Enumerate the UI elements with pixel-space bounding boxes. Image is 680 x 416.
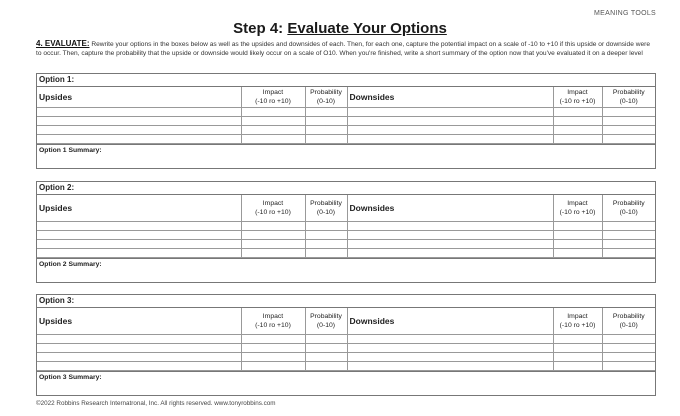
- table-row: [37, 334, 655, 343]
- downside-cell[interactable]: [347, 107, 553, 116]
- impact-cell[interactable]: [241, 343, 305, 352]
- downside-cell[interactable]: [347, 361, 553, 370]
- title-main: Evaluate Your Options: [287, 20, 447, 37]
- impact-cell[interactable]: [241, 116, 305, 125]
- impact-cell[interactable]: [241, 248, 305, 257]
- downside-cell[interactable]: [347, 343, 553, 352]
- upsides-header: Upsides: [37, 87, 241, 107]
- probability-header: Probability (0-10): [305, 195, 347, 221]
- upside-cell[interactable]: [37, 239, 241, 248]
- probability-cell[interactable]: [305, 352, 347, 361]
- impact-cell[interactable]: [553, 125, 602, 134]
- impact-cell[interactable]: [241, 107, 305, 116]
- downside-cell[interactable]: [347, 230, 553, 239]
- impact-cell[interactable]: [553, 134, 602, 143]
- probability-header: Probability (0-10): [602, 308, 655, 334]
- impact-header: Impact (-10 ro +10): [241, 308, 305, 334]
- impact-header: Impact (-10 ro +10): [241, 195, 305, 221]
- probability-cell[interactable]: [305, 116, 347, 125]
- table-row: [37, 116, 655, 125]
- upside-cell[interactable]: [37, 248, 241, 257]
- downside-cell[interactable]: [347, 221, 553, 230]
- probability-cell[interactable]: [602, 343, 655, 352]
- table-row: [37, 134, 655, 143]
- impact-cell[interactable]: [553, 343, 602, 352]
- impact-cell[interactable]: [553, 239, 602, 248]
- impact-cell[interactable]: [553, 107, 602, 116]
- upside-cell[interactable]: [37, 343, 241, 352]
- table-row: [37, 343, 655, 352]
- probability-header: Probability (0-10): [602, 87, 655, 107]
- impact-header: Impact (-10 ro +10): [241, 87, 305, 107]
- upside-cell[interactable]: [37, 116, 241, 125]
- probability-cell[interactable]: [305, 230, 347, 239]
- option-summary[interactable]: [37, 371, 655, 395]
- downside-cell[interactable]: [347, 352, 553, 361]
- evaluation-table: [37, 87, 655, 144]
- table-row: [37, 361, 655, 370]
- impact-cell[interactable]: [241, 334, 305, 343]
- upside-cell[interactable]: [37, 107, 241, 116]
- instructions: [36, 40, 656, 58]
- impact-cell[interactable]: [241, 221, 305, 230]
- downside-cell[interactable]: [347, 125, 553, 134]
- table-row: [37, 221, 655, 230]
- page-title: [0, 20, 680, 37]
- probability-cell[interactable]: [305, 221, 347, 230]
- option-label: Option 2:: [37, 182, 655, 195]
- probability-cell[interactable]: [602, 221, 655, 230]
- probability-header: Probability (0-10): [305, 87, 347, 107]
- probability-cell[interactable]: [602, 334, 655, 343]
- probability-cell[interactable]: [602, 248, 655, 257]
- impact-cell[interactable]: [241, 125, 305, 134]
- option-block-1: [36, 73, 656, 169]
- brand-label: MEANING TOOLS: [594, 10, 656, 17]
- impact-cell[interactable]: [553, 221, 602, 230]
- summary-label: Option 1 Summary:: [39, 146, 102, 154]
- summary-label: Option 2 Summary:: [39, 260, 102, 268]
- impact-cell[interactable]: [553, 334, 602, 343]
- probability-cell[interactable]: [305, 343, 347, 352]
- probability-cell[interactable]: [602, 134, 655, 143]
- impact-header: Impact (-10 ro +10): [553, 195, 602, 221]
- impact-header: Impact (-10 ro +10): [553, 308, 602, 334]
- table-row: [37, 352, 655, 361]
- probability-cell[interactable]: [305, 107, 347, 116]
- summary-label: Option 3 Summary:: [39, 373, 102, 381]
- probability-cell[interactable]: [602, 239, 655, 248]
- impact-cell[interactable]: [553, 116, 602, 125]
- option-label: Option 3:: [37, 295, 655, 308]
- option-summary[interactable]: [37, 144, 655, 168]
- upside-cell[interactable]: [37, 352, 241, 361]
- table-row: [37, 239, 655, 248]
- copyright-footer: ©2022 Robbins Research Internatronal, Inc. All rights reserved. www.tonyrobbins.com: [36, 400, 276, 407]
- evaluation-table: [37, 308, 655, 371]
- upside-cell[interactable]: [37, 361, 241, 370]
- probability-cell[interactable]: [602, 107, 655, 116]
- probability-cell[interactable]: [305, 239, 347, 248]
- table-row: [37, 230, 655, 239]
- impact-header: Impact (-10 ro +10): [553, 87, 602, 107]
- impact-cell[interactable]: [553, 361, 602, 370]
- upside-cell[interactable]: [37, 134, 241, 143]
- instructions-text: Rewrite your options in the boxes below as well as the upsides and downsides of each. Then, for each one, capture the potential impact on a scale of -10 to +10 if this upside or downside were to occur. Then, capture the probability that the upside or downside would likely occur on a scale of O10. When you're finished, write a short summary of the option now that you've evaluated it on a deeper level: [36, 41, 650, 57]
- table-row: [37, 107, 655, 116]
- impact-cell[interactable]: [241, 352, 305, 361]
- instructions-label: 4. EVALUATE:: [36, 39, 90, 48]
- downside-cell[interactable]: [347, 239, 553, 248]
- probability-cell[interactable]: [602, 352, 655, 361]
- probability-header: Probability (0-10): [602, 195, 655, 221]
- probability-cell[interactable]: [305, 134, 347, 143]
- probability-cell[interactable]: [305, 334, 347, 343]
- probability-cell[interactable]: [602, 125, 655, 134]
- probability-cell[interactable]: [305, 125, 347, 134]
- evaluation-table: [37, 195, 655, 258]
- impact-cell[interactable]: [241, 361, 305, 370]
- probability-cell[interactable]: [305, 361, 347, 370]
- option-block-2: [36, 181, 656, 283]
- option-summary[interactable]: [37, 258, 655, 282]
- table-row: [37, 125, 655, 134]
- probability-header: Probability (0-10): [305, 308, 347, 334]
- impact-cell[interactable]: [553, 230, 602, 239]
- impact-cell[interactable]: [241, 239, 305, 248]
- downsides-header: Downsides: [347, 195, 553, 221]
- option-block-3: [36, 294, 656, 396]
- probability-cell[interactable]: [602, 361, 655, 370]
- downsides-header: Downsides: [347, 308, 553, 334]
- upside-cell[interactable]: [37, 230, 241, 239]
- probability-cell[interactable]: [305, 248, 347, 257]
- table-row: [37, 248, 655, 257]
- upside-cell[interactable]: [37, 221, 241, 230]
- impact-cell[interactable]: [553, 248, 602, 257]
- downside-cell[interactable]: [347, 134, 553, 143]
- probability-cell[interactable]: [602, 116, 655, 125]
- impact-cell[interactable]: [241, 230, 305, 239]
- downside-cell[interactable]: [347, 248, 553, 257]
- impact-cell[interactable]: [241, 134, 305, 143]
- upsides-header: Upsides: [37, 195, 241, 221]
- impact-cell[interactable]: [553, 352, 602, 361]
- downside-cell[interactable]: [347, 116, 553, 125]
- downsides-header: Downsides: [347, 87, 553, 107]
- title-prefix: Step 4:: [233, 20, 288, 37]
- upside-cell[interactable]: [37, 334, 241, 343]
- probability-cell[interactable]: [602, 230, 655, 239]
- downside-cell[interactable]: [347, 334, 553, 343]
- option-label: Option 1:: [37, 74, 655, 87]
- upside-cell[interactable]: [37, 125, 241, 134]
- upsides-header: Upsides: [37, 308, 241, 334]
